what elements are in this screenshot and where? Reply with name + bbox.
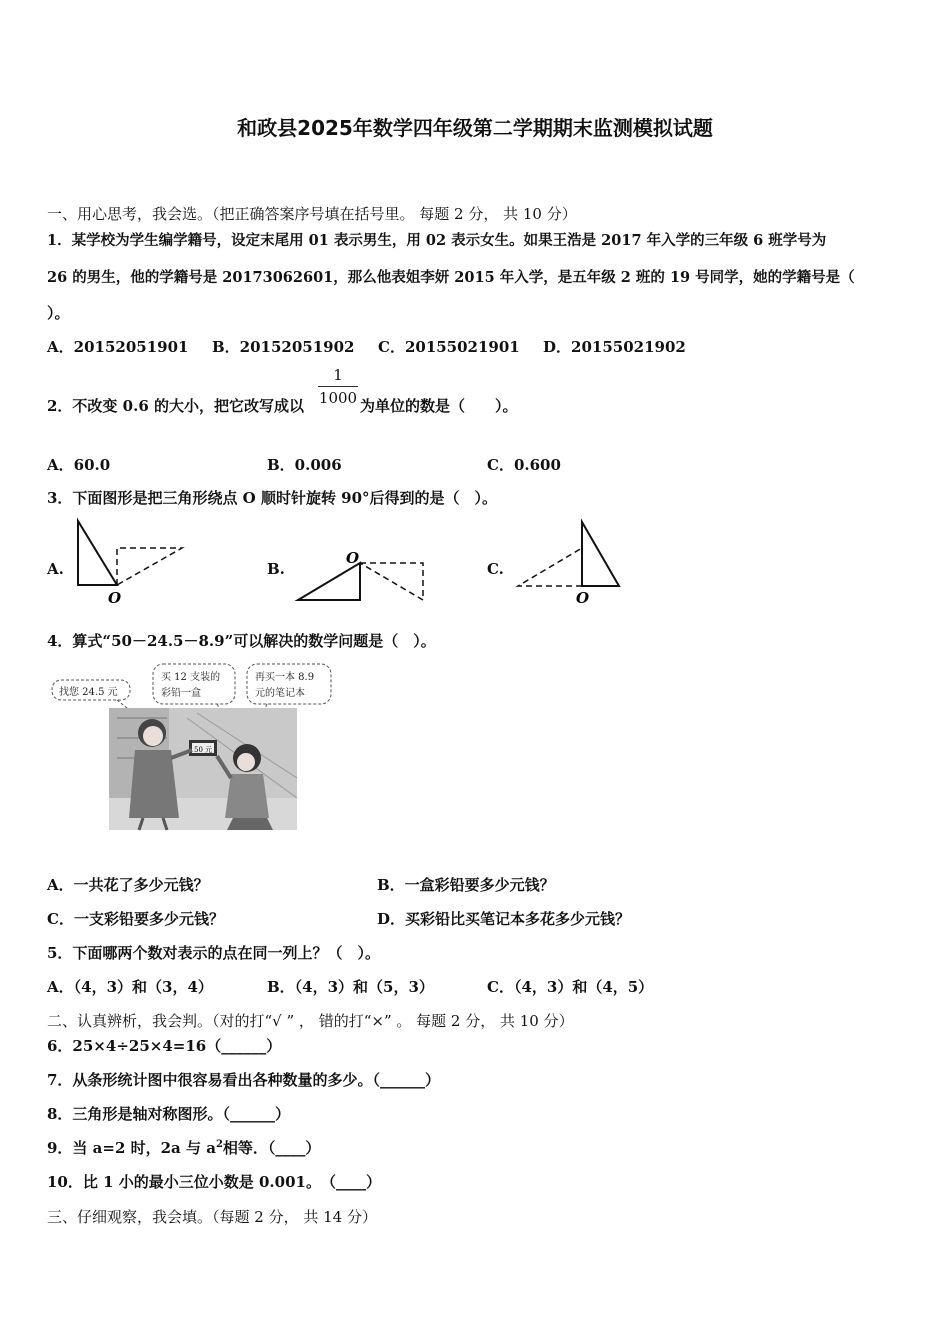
q5-text: 5．下面哪两个数对表示的点在同一列上？（ ）。 — [47, 944, 380, 962]
q2-fraction — [318, 366, 358, 407]
q5-option-c: C．（4，3）和（4，5） — [487, 978, 654, 996]
q4-option-c: C．一支彩铅要多少元钱？ — [47, 910, 224, 928]
q6-text: 6．25×4÷25×4=16（______） — [47, 1037, 282, 1055]
q5-option-a: A．（4，3）和（3，4） — [47, 978, 213, 996]
bubble-pencils-line2: 彩铅一盒 — [161, 688, 201, 699]
bubble-notebook-line1: 再买一本 8.9 — [255, 672, 315, 683]
q1-option-b: B．20152051902 — [212, 338, 355, 356]
q3-a-point-label: O — [108, 589, 122, 607]
q2-fraction-numerator: 1 — [318, 366, 358, 387]
q4-option-a: A．一共花了多少元钱？ — [47, 876, 209, 894]
q2-option-b: B．0.006 — [267, 456, 342, 474]
q1-option-a: A．20152051901 — [47, 338, 189, 356]
q2-option-c: C．0.600 — [487, 456, 561, 474]
q1-option-d: D．20155021902 — [543, 338, 686, 356]
q2-text-before: 2．不改变 0.6 的大小，把它改写成以 — [47, 397, 304, 415]
q9-text-after: 相等．（____） — [222, 1139, 321, 1157]
q3-option-c-label: C. — [487, 560, 504, 578]
q2-option-a: A．60.0 — [47, 456, 111, 474]
q4-option-b: B．一盒彩铅要多少元钱？ — [377, 876, 555, 894]
q3-figure-a — [70, 515, 200, 607]
q3-text: 3．下面图形是把三角形绕点 O 顺时针旋转 90°后得到的是（ ）。 — [47, 489, 498, 507]
q8-text: 8．三角形是轴对称图形。（______） — [47, 1105, 290, 1123]
q9-text — [47, 1137, 320, 1158]
q3-figure-b — [292, 545, 432, 607]
section1-heading: 一、用心思考，我会选。（把正确答案序号填在括号里。 每题 2 分， 共 10 分） — [47, 205, 577, 223]
q3-figure-c — [510, 515, 630, 607]
bubble-pencils-line1: 买 12 支装的 — [161, 672, 221, 683]
q2-text-after: 为单位的数是（ ）。 — [360, 397, 518, 415]
q3-option-a-label: A. — [47, 560, 64, 578]
bubble-fifty: 50 元 — [194, 746, 213, 754]
q1-line3: ）。 — [47, 304, 70, 322]
q1-option-c: C．20155021901 — [378, 338, 520, 356]
q10-text: 10．比 1 小的最小三位小数是 0.001。 （____） — [47, 1173, 381, 1191]
q9-text-before: 9．当 a=2 时，2a 与 a — [47, 1139, 216, 1157]
bubble-notebook-line2: 元的笔记本 — [255, 688, 305, 699]
q3-c-point-label: O — [576, 589, 590, 607]
q4-illustration — [47, 658, 337, 833]
q5-option-b: B．（4，3）和（5，3） — [267, 978, 434, 996]
q9-superscript: 2 — [215, 1139, 223, 1150]
q3-b-point-label: O — [346, 549, 360, 567]
page-title: 和政县2025年数学四年级第二学期期末监测模拟试题 — [237, 116, 713, 140]
q1-line2: 26 的男生，他的学籍号是 20173062601，那么他表姐李妍 2015 年入学，是五年级 2 班的 19 号同学，她的学籍号是（ — [47, 269, 855, 286]
section2-heading: 二、认真辨析，我会判。（对的打“√ ” ， 错的打“×” 。 每题 2 分， 共 10 分） — [47, 1012, 574, 1030]
q3-option-b-label: B. — [267, 560, 285, 578]
q4-option-d: D．买彩铅比买笔记本多花多少元钱？ — [377, 910, 631, 928]
section3-heading: 三、仔细观察，我会填。（每题 2 分， 共 14 分） — [47, 1208, 377, 1226]
bubble-change: 找您 24.5 元 — [59, 687, 118, 698]
q7-text: 7．从条形统计图中很容易看出各种数量的多少。（______） — [47, 1071, 440, 1089]
q4-text: 4．算式“50－24.5－8.9”可以解决的数学问题是（ ）。 — [47, 632, 436, 650]
q2-fraction-denominator: 1000 — [318, 389, 358, 407]
q1-line1: 1．某学校为学生编学籍号，设定末尾用 01 表示男生，用 02 表示女生。如果王浩是 2017 年入学的三年级 6 班学号为 — [47, 232, 827, 249]
